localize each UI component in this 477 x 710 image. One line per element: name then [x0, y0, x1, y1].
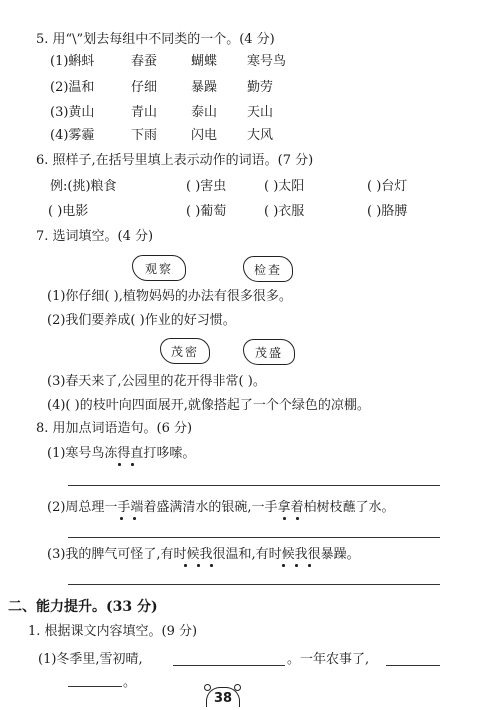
q8-sentence-2: (2)周总理一手端着盛满清水的银碗,一手拿着柏树枝蘸了水。 [47, 500, 395, 515]
q6-blank-yi-fu: ( )衣服 [264, 204, 305, 219]
q6-example: 例:(挑)粮食 [50, 179, 117, 194]
s2-q1-blank-3 [68, 686, 122, 687]
q5-row2-item2: 仔细 [131, 80, 158, 95]
emphasis-dot [296, 517, 299, 520]
q5-row1-item1: (1)蝌蚪 [50, 54, 95, 69]
emphasis-dot [197, 564, 200, 567]
s2-q1-sentence-end: 。 [123, 675, 137, 690]
q5-row4-item3: 闪电 [191, 128, 218, 143]
s2-q1-blank-2 [386, 665, 440, 666]
word-bubble-maosheng: 茂盛 [243, 339, 295, 365]
q8-title: 8. 用加点词语造句。(6 分) [36, 421, 193, 436]
emphasis-dot [184, 564, 187, 567]
emphasis-dot [118, 463, 121, 466]
q5-row4-item1: (4)雾霾 [50, 128, 95, 143]
section-2-title: 二、能力提升。(33 分) [8, 599, 158, 615]
q5-row2-item4: 勤劳 [247, 80, 274, 95]
word-bubble-maomi: 茂密 [160, 338, 210, 364]
q6-blank-ge-bo: ( )胳膊 [367, 204, 408, 219]
q7-sentence-3: (3)春天来了,公园里的花开得非常( )。 [47, 374, 266, 389]
q5-row1-item2: 春蚕 [131, 54, 158, 69]
q8-answer-line-1 [68, 485, 440, 486]
q7-sentence-2: (2)我们要养成( )作业的好习惯。 [47, 313, 236, 328]
q7-sentence-1: (1)你仔细( ),植物妈妈的办法有很多很多。 [47, 289, 292, 304]
q5-row1-item3: 蝴蝶 [191, 54, 218, 69]
q7-sentence-4: (4)( )的枝叶向四面展开,就像搭起了一个个绿色的凉棚。 [47, 398, 370, 413]
s2-q1-sentence-part1: (1)冬季里,雪初晴, [38, 652, 143, 667]
emphasis-dot [133, 517, 136, 520]
q6-title: 6. 照样子,在括号里填上表示动作的词语。(7 分) [36, 153, 314, 168]
q5-row2-item3: 暴躁 [191, 80, 218, 95]
s2-q1-title: 1. 根据课文内容填空。(9 分) [28, 624, 198, 639]
q7-title: 7. 选词填空。(4 分) [36, 229, 154, 244]
emphasis-dot [210, 564, 213, 567]
page-number: 38 [206, 687, 240, 707]
q5-row2-item1: (2)温和 [50, 80, 95, 95]
q5-row3-item4: 天山 [247, 105, 274, 120]
emphasis-dot [131, 463, 134, 466]
q8-answer-line-3 [68, 584, 440, 585]
s2-q1-sentence-part2: 。一年农事了, [287, 652, 370, 667]
s2-q1-blank-1 [173, 665, 285, 666]
q5-row3-item2: 青山 [131, 105, 158, 120]
q6-blank-tai-deng: ( )台灯 [367, 179, 408, 194]
q6-blank-pu-tao: ( )葡萄 [186, 204, 227, 219]
word-bubble-jiancha: 检查 [243, 256, 293, 282]
q5-row1-item4: 寒号鸟 [247, 54, 287, 69]
emphasis-dot [283, 517, 286, 520]
q5-title: 5. 用“\”划去每组中不同类的一个。(4 分) [36, 32, 275, 47]
q5-row4-item2: 下雨 [131, 128, 158, 143]
q8-sentence-1: (1)寒号鸟冻得直打哆嗦。 [47, 446, 196, 461]
q6-blank-hai-chong: ( )害虫 [186, 179, 227, 194]
q6-blank-dian-ying: ( )电影 [48, 204, 89, 219]
word-bubble-guancha: 观察 [132, 255, 186, 281]
q8-answer-line-2 [68, 537, 440, 538]
emphasis-dot [295, 564, 298, 567]
q5-row3-item3: 泰山 [191, 105, 218, 120]
emphasis-dot [282, 564, 285, 567]
emphasis-dot [120, 517, 123, 520]
emphasis-dot [308, 564, 311, 567]
q6-blank-tai-yang: ( )太阳 [264, 179, 305, 194]
badge-ear-icon [204, 684, 211, 691]
q8-sentence-3: (3)我的脾气可怪了,有时候我很温和,有时候我很暴躁。 [47, 547, 360, 562]
badge-ear-icon [234, 684, 241, 691]
q5-row4-item4: 大风 [247, 128, 274, 143]
q5-row3-item1: (3)黄山 [50, 105, 95, 120]
